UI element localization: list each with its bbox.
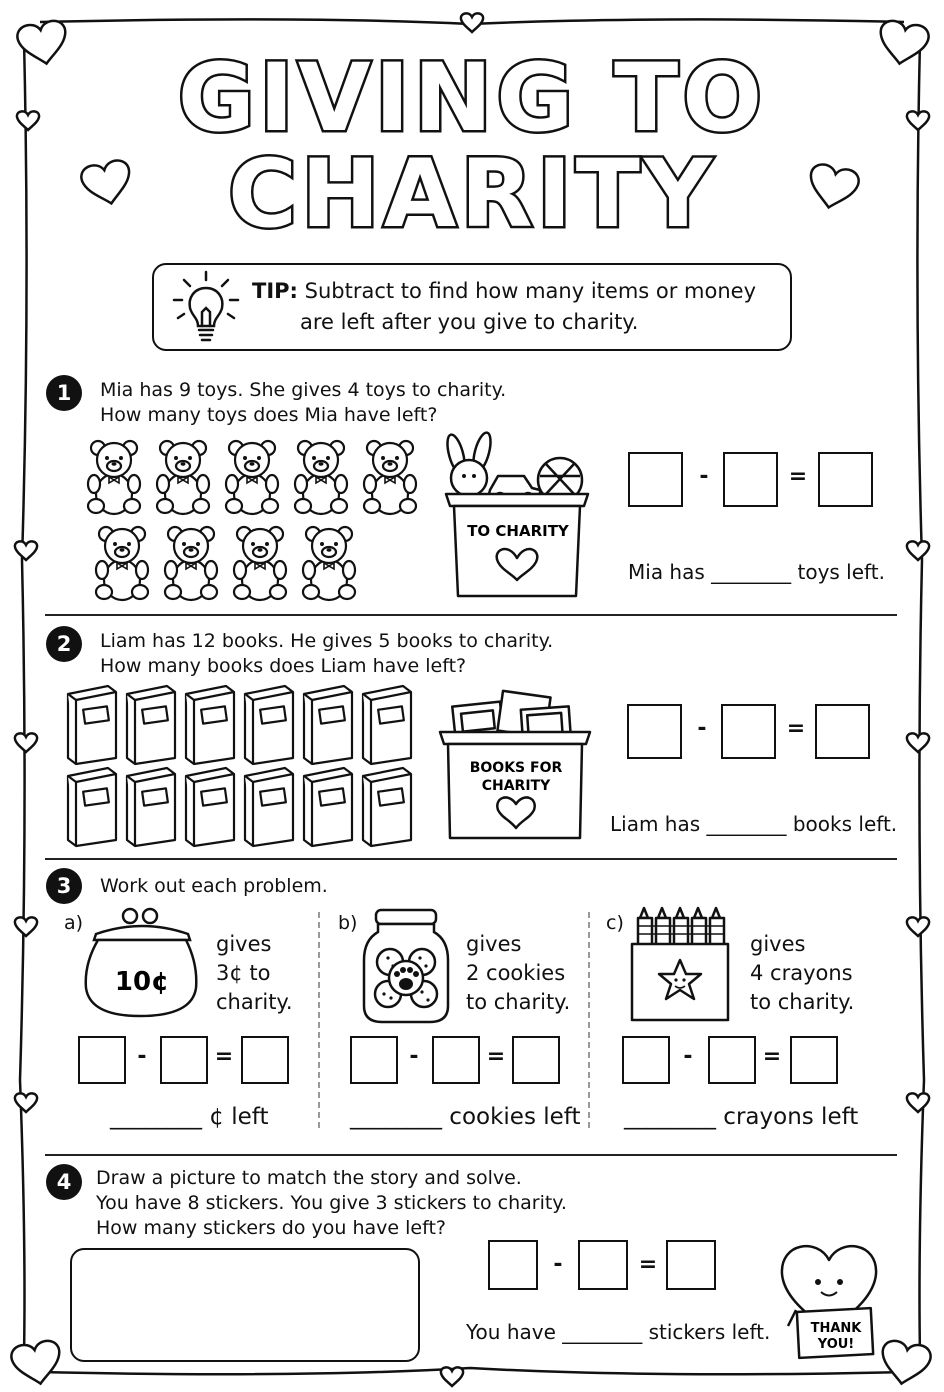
equals-sign: = xyxy=(214,1044,234,1069)
sub-label-b: b) xyxy=(338,912,358,934)
question-3-prompt: Work out each problem. xyxy=(100,875,328,897)
answer-box-1b[interactable] xyxy=(723,452,778,507)
answer-box-2a[interactable] xyxy=(627,704,682,759)
answer-box-1a[interactable] xyxy=(628,452,683,507)
question-number-2: 2 xyxy=(46,626,82,662)
teddy-bear-icon xyxy=(234,527,286,600)
sub-c-desc-line2: 4 crayons xyxy=(750,961,853,985)
question-1-text xyxy=(100,378,506,428)
sub-label-a: a) xyxy=(64,912,84,934)
minus-sign: - xyxy=(683,1044,693,1069)
question-number-4: 4 xyxy=(46,1164,82,1200)
lightbulb-icon xyxy=(168,268,244,344)
question-2-line1: Liam has 12 books. He gives 5 books to charity. xyxy=(100,630,554,652)
thank-you-heart-icon xyxy=(774,1236,884,1364)
charity-toy-box-icon xyxy=(436,430,598,602)
sub-c-answer-line: ________ crayons left xyxy=(624,1104,859,1130)
equals-sign: = xyxy=(788,464,808,489)
question-4-answer-line: You have ________ stickers left. xyxy=(466,1320,771,1344)
minus-sign: - xyxy=(553,1252,563,1277)
sub-a-description xyxy=(216,930,293,1017)
page-title-line2: CHARITY xyxy=(228,140,716,249)
sub-label-c: c) xyxy=(606,912,624,934)
question-2-answer-line: Liam has ________ books left. xyxy=(610,812,898,836)
book-icon xyxy=(127,768,175,846)
minus-sign: - xyxy=(699,464,709,489)
answer-box-2c[interactable] xyxy=(815,704,870,759)
sub-a-desc-line1: gives xyxy=(216,932,272,956)
divider xyxy=(45,858,897,860)
book-icon xyxy=(363,686,411,764)
column-divider xyxy=(588,912,590,1128)
minus-sign: - xyxy=(697,716,707,741)
question-1-line2: How many toys does Mia have left? xyxy=(100,404,438,426)
sub-c-desc-line3: to charity. xyxy=(750,990,855,1014)
question-number-1: 1 xyxy=(46,375,82,411)
teddy-bears-group xyxy=(80,436,430,606)
answer-box-4a[interactable] xyxy=(488,1240,538,1290)
book-icon xyxy=(68,768,116,846)
question-4-line3: How many stickers do you have left? xyxy=(96,1217,446,1239)
book-icon xyxy=(127,686,175,764)
teddy-bear-icon xyxy=(88,441,140,514)
answer-box-3c-1[interactable] xyxy=(622,1036,670,1084)
divider xyxy=(45,614,897,616)
coin-purse-icon xyxy=(82,904,202,1024)
book-icon xyxy=(68,686,116,764)
sub-b-desc-line2: 2 cookies xyxy=(466,961,566,985)
question-4-line2: You have 8 stickers. You give 3 stickers to charity. xyxy=(96,1192,567,1214)
book-icon xyxy=(304,768,352,846)
sub-a-answer-line: ________ ¢ left xyxy=(110,1104,269,1130)
tip-line2: are left after you give to charity. xyxy=(300,310,639,334)
heart-icon xyxy=(878,1339,933,1388)
sub-a-desc-line3: charity. xyxy=(216,990,293,1014)
sign-text-1: THANK xyxy=(810,1321,862,1336)
teddy-bear-icon xyxy=(303,527,355,600)
sign-text-2: YOU! xyxy=(817,1337,855,1352)
book-box-label-1: BOOKS FOR xyxy=(469,760,563,776)
sub-b-answer-line: ________ cookies left xyxy=(350,1104,581,1130)
page-title-line1: GIVING TO xyxy=(177,44,767,153)
book-icon xyxy=(363,768,411,846)
question-1-answer-line: Mia has ________ toys left. xyxy=(628,560,885,584)
tip-text xyxy=(252,276,772,338)
cookie-jar-icon xyxy=(360,906,452,1026)
question-4-line1: Draw a picture to match the story and solve. xyxy=(96,1167,522,1189)
answer-box-3b-3[interactable] xyxy=(512,1036,560,1084)
column-divider xyxy=(318,912,320,1128)
teddy-bear-icon xyxy=(295,441,347,514)
answer-box-4b[interactable] xyxy=(578,1240,628,1290)
answer-box-1c[interactable] xyxy=(818,452,873,507)
tip-line1: Subtract to find how many items or money xyxy=(304,279,757,303)
teddy-bear-icon xyxy=(96,527,148,600)
book-icon xyxy=(304,686,352,764)
question-2-line2: How many books does Liam have left? xyxy=(100,655,467,677)
answer-box-3b-1[interactable] xyxy=(350,1036,398,1084)
tip-label: TIP: xyxy=(252,279,298,303)
divider xyxy=(45,1154,897,1156)
crayon-box-icon xyxy=(628,904,732,1024)
answer-box-3b-2[interactable] xyxy=(432,1036,480,1084)
answer-box-3c-2[interactable] xyxy=(708,1036,756,1084)
sub-a-desc-line2: 3¢ to xyxy=(216,961,271,985)
books-group xyxy=(62,684,422,848)
book-icon xyxy=(186,686,234,764)
answer-box-4c[interactable] xyxy=(666,1240,716,1290)
sub-b-desc-line1: gives xyxy=(466,932,522,956)
answer-box-3a-3[interactable] xyxy=(241,1036,289,1084)
teddy-bear-icon xyxy=(364,441,416,514)
book-box-label-2: CHARITY xyxy=(481,778,551,794)
sub-b-desc-line3: to charity. xyxy=(466,990,571,1014)
minus-sign: - xyxy=(409,1044,419,1069)
heart-icon xyxy=(10,1339,65,1388)
answer-box-2b[interactable] xyxy=(721,704,776,759)
teddy-bear-icon xyxy=(165,527,217,600)
equals-sign: = xyxy=(762,1044,782,1069)
equals-sign: = xyxy=(786,716,806,741)
equals-sign: = xyxy=(638,1252,658,1277)
charity-box-label: TO CHARITY xyxy=(467,522,569,540)
sub-c-description xyxy=(750,930,854,1017)
question-number-3: 3 xyxy=(46,868,82,904)
minus-sign: - xyxy=(137,1044,147,1069)
question-2-text xyxy=(100,629,553,679)
answer-box-3a-1[interactable] xyxy=(78,1036,126,1084)
book-icon xyxy=(245,768,293,846)
sub-c-desc-line1: gives xyxy=(750,932,806,956)
book-icon xyxy=(186,768,234,846)
book-icon xyxy=(245,686,293,764)
drawing-area[interactable] xyxy=(70,1248,420,1362)
answer-box-3a-2[interactable] xyxy=(160,1036,208,1084)
sub-b-description xyxy=(466,930,570,1017)
equals-sign: = xyxy=(486,1044,506,1069)
teddy-bear-icon xyxy=(226,441,278,514)
charity-book-box-icon xyxy=(436,684,598,846)
question-4-text xyxy=(96,1166,567,1241)
purse-amount: 10¢ xyxy=(114,967,170,997)
teddy-bear-icon xyxy=(157,441,209,514)
answer-box-3c-3[interactable] xyxy=(790,1036,838,1084)
question-1-line1: Mia has 9 toys. She gives 4 toys to charity. xyxy=(100,379,507,401)
